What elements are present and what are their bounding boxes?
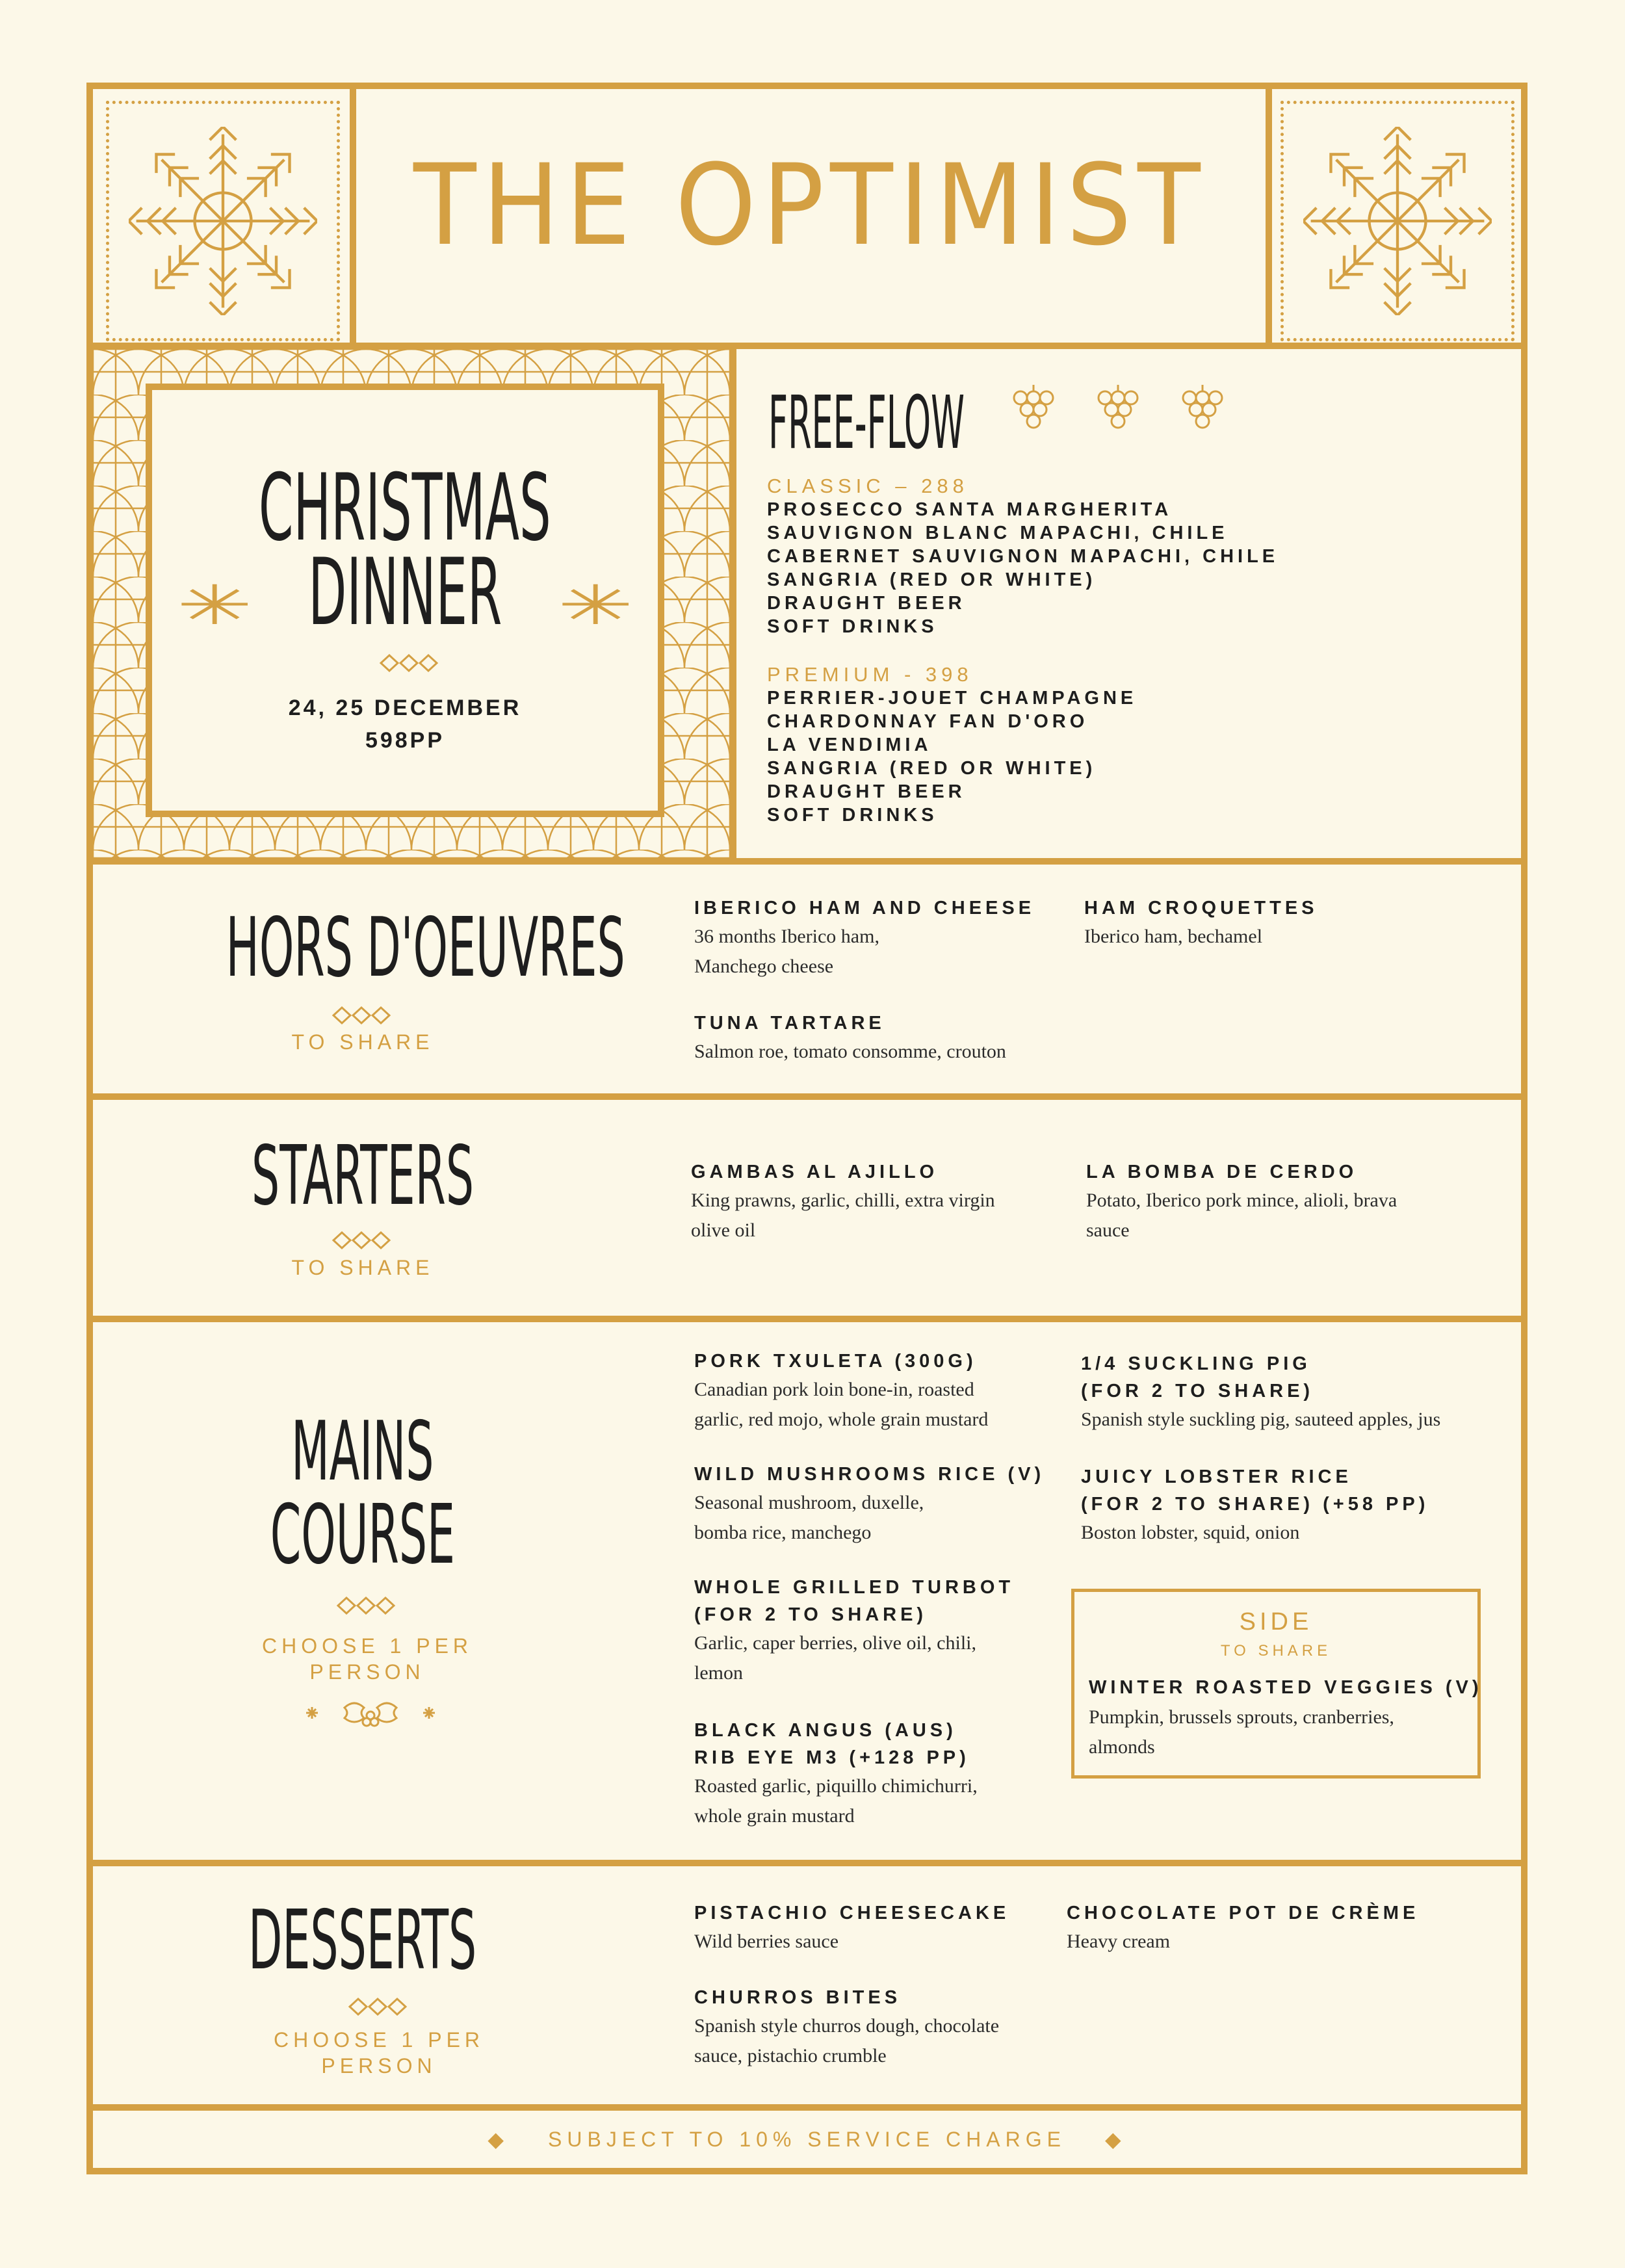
christmas-dates: 24, 25 DECEMBER: [288, 696, 522, 720]
freeflow-title: FREE-FLOW: [768, 381, 965, 465]
menu-item-name: CHOCOLATE POT DE CRÈME: [1067, 1903, 1420, 1923]
side-subtitle: TO SHARE: [1220, 1642, 1332, 1660]
snowflake-icon: [129, 127, 317, 315]
freeflow-item: PERRIER-JOUET CHAMPAGNE: [767, 688, 1138, 709]
header-divider-right: [1266, 83, 1272, 349]
menu-item-name: IBERICO HAM AND CHEESE: [694, 898, 1035, 919]
freeflow-item: SOFT DRINKS: [767, 616, 938, 637]
diamonds-ornament: [335, 1596, 400, 1615]
menu-item-desc: Iberico ham, bechamel: [1084, 926, 1263, 947]
holly-ornament: [299, 1693, 442, 1732]
menu-item-name: RIB EYE M3 (+128 PP): [694, 1747, 970, 1768]
asterisk-icon: ✳: [557, 575, 634, 636]
hors-subtitle: TO SHARE: [291, 1030, 434, 1054]
menu-item-name: (FOR 2 TO SHARE): [1081, 1381, 1314, 1401]
divider-desserts: [86, 1860, 1528, 1866]
menu-item-name: GAMBAS AL AJILLO: [691, 1162, 939, 1182]
divider-hors: [86, 858, 1528, 865]
menu-item-desc: lemon: [694, 1662, 743, 1684]
mains-title-line1: MAINS: [291, 1403, 434, 1499]
menu-item-name: PORK TXULETA (300G): [694, 1351, 977, 1372]
menu-item-desc: olive oil: [691, 1219, 756, 1241]
menu-item-desc: Salmon roe, tomato consomme, crouton: [694, 1041, 1006, 1062]
starters-title: STARTERS: [251, 1128, 474, 1223]
diamond-icon: ◆: [1104, 2128, 1126, 2151]
freeflow-item: PROSECCO SANTA MARGHERITA: [767, 499, 1173, 520]
mains-title-line2: COURSE: [270, 1487, 456, 1582]
diamond-icon: ◆: [488, 2128, 510, 2151]
menu-item-desc: Roasted garlic, piquillo chimichurri,: [694, 1775, 978, 1797]
divider-xmas-freeflow: [730, 343, 736, 863]
menu-item-name: HAM CROQUETTES: [1084, 898, 1318, 919]
freeflow-item: LA VENDIMIA: [767, 735, 932, 755]
menu-item-desc: Potato, Iberico pork mince, alioli, brava: [1086, 1190, 1398, 1211]
menu-item-name: (FOR 2 TO SHARE) (+58 PP): [1081, 1494, 1429, 1515]
menu-item-name: LA BOMBA DE CERDO: [1086, 1162, 1358, 1182]
diamonds-ornament: [378, 653, 443, 673]
divider-footer: [86, 2104, 1528, 2111]
freeflow-item: SOFT DRINKS: [767, 805, 938, 826]
menu-item-name: 1/4 SUCKLING PIG: [1081, 1353, 1311, 1374]
desserts-subtitle-line1: CHOOSE 1 PER: [273, 2028, 485, 2052]
freeflow-item: DRAUGHT BEER: [767, 781, 966, 802]
menu-item-desc: Boston lobster, squid, onion: [1081, 1522, 1300, 1543]
freeflow-premium: [767, 663, 1137, 827]
freeflow-item: SANGRIA (RED OR WHITE): [767, 569, 1097, 590]
menu-item-desc: Canadian pork loin bone-in, roasted: [694, 1379, 974, 1400]
menu-item-desc: sauce, pistachio crumble: [694, 2045, 887, 2066]
menu-item-desc: whole grain mustard: [694, 1805, 855, 1827]
mains-subtitle-line2: PERSON: [309, 1660, 425, 1684]
menu-item-desc: King prawns, garlic, chilli, extra virgin: [691, 1190, 995, 1211]
snowflake-icon: [1303, 127, 1492, 315]
menu-item-desc: 36 months Iberico ham,: [694, 926, 879, 947]
freeflow-classic-heading: CLASSIC – 288: [767, 475, 968, 497]
header-divider-left: [350, 83, 356, 349]
menu-item-name: WHOLE GRILLED TURBOT: [694, 1577, 1015, 1598]
menu-item-name: BLACK ANGUS (AUS): [694, 1720, 957, 1741]
menu-item-desc: Manchego cheese: [694, 956, 834, 977]
freeflow-item: SANGRIA (RED OR WHITE): [767, 758, 1097, 779]
freeflow-item: CHARDONNAY FAN D'ORO: [767, 711, 1089, 732]
menu-item-name: JUICY LOBSTER RICE: [1081, 1466, 1352, 1487]
footer: [93, 2111, 1521, 2168]
hors-title: HORS D'OEUVRES: [226, 900, 625, 995]
freeflow-item: CABERNET SAUVIGNON MAPACHI, CHILE: [767, 546, 1279, 567]
menu-item-desc: Spanish style churros dough, chocolate: [694, 2015, 1000, 2037]
mains-subtitle-line1: CHOOSE 1 PER: [261, 1634, 473, 1658]
service-charge-note: SUBJECT TO 10% SERVICE CHARGE: [548, 2127, 1066, 2151]
menu-item-name: (FOR 2 TO SHARE): [694, 1604, 928, 1625]
asterisk-icon: ✳: [176, 575, 253, 636]
snowflake-box-left: [106, 101, 340, 341]
restaurant-title: THE OPTIMIST: [413, 140, 1206, 270]
diamonds-ornament: [346, 1997, 411, 2016]
side-title: SIDE: [1239, 1608, 1313, 1636]
menu-item-desc: garlic, red mojo, whole grain mustard: [694, 1409, 989, 1430]
menu-item-name: PISTACHIO CHEESECAKE: [694, 1903, 1010, 1923]
divider-starters: [86, 1093, 1528, 1100]
divider-header: [86, 343, 1528, 349]
snowflake-box-right: [1280, 101, 1514, 341]
freeflow-item: DRAUGHT BEER: [767, 593, 966, 614]
menu-item-desc: almonds: [1089, 1736, 1155, 1758]
menu-item-desc: Garlic, caper berries, olive oil, chili,: [694, 1632, 976, 1654]
menu-item-desc: bomba rice, manchego: [694, 1522, 872, 1543]
christmas-dinner-box: [146, 384, 664, 817]
freeflow-classic: [767, 475, 1279, 638]
freeflow-item: SAUVIGNON BLANC MAPACHI, CHILE: [767, 523, 1228, 543]
menu-item-desc: sauce: [1086, 1219, 1130, 1241]
menu-item-desc: Spanish style suckling pig, sauteed apples, jus: [1081, 1409, 1441, 1430]
christmas-price: 598PP: [365, 728, 445, 753]
menu-item-desc: Heavy cream: [1067, 1931, 1171, 1952]
diamonds-ornament: [330, 1231, 395, 1250]
grapes-icons: [1008, 384, 1228, 442]
menu-item-name: TUNA TARTARE: [694, 1013, 885, 1034]
diamonds-ornament: [330, 1006, 395, 1025]
menu-item-desc: Seasonal mushroom, duxelle,: [694, 1492, 924, 1513]
divider-mains: [86, 1316, 1528, 1322]
menu-item-name: WINTER ROASTED VEGGIES (V): [1089, 1677, 1483, 1698]
desserts-title: DESSERTS: [248, 1892, 477, 1988]
christmas-title-line1: CHRISTMAS: [259, 454, 551, 562]
menu-item-desc: Wild berries sauce: [694, 1931, 839, 1952]
starters-subtitle: TO SHARE: [291, 1256, 434, 1279]
christmas-title-line2: DINNER: [308, 539, 502, 646]
menu-item-desc: Pumpkin, brussels sprouts, cranberries,: [1089, 1706, 1394, 1728]
desserts-subtitle-line2: PERSON: [321, 2054, 437, 2078]
menu-item-name: CHURROS BITES: [694, 1987, 902, 2008]
menu-item-name: WILD MUSHROOMS RICE (V): [694, 1464, 1045, 1485]
freeflow-premium-heading: PREMIUM - 398: [767, 663, 973, 686]
